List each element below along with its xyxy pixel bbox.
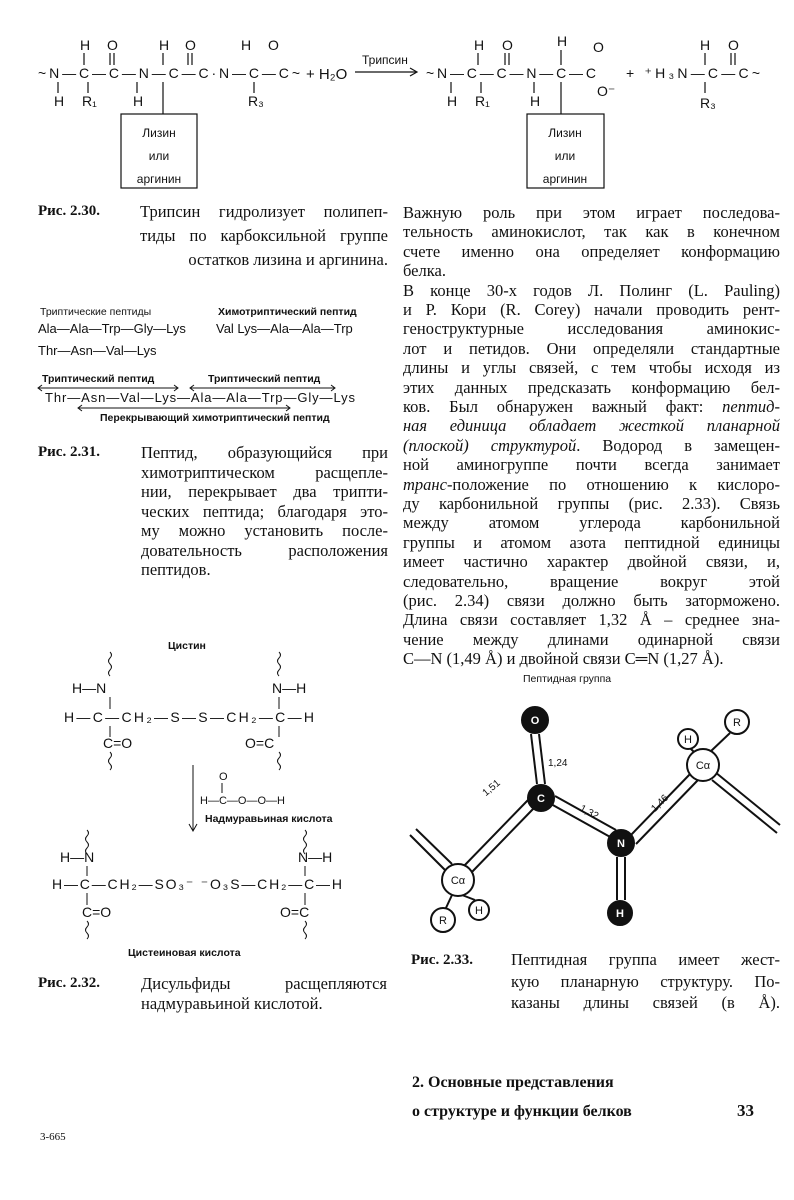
text-segment: этих данных предсказать конформацию бел- <box>403 377 780 397</box>
full-sequence: Thr—Asn—Val—Lys—Ala—Ala—Trp—Gly—Lys <box>45 390 355 405</box>
atom-label: R₃ <box>700 95 716 111</box>
text-segment: группы и атомом азота пептидной единицы <box>403 532 780 552</box>
printer-signature: 3-665 <box>40 1131 66 1143</box>
box-label: или <box>554 149 576 163</box>
atom-label: O <box>107 37 118 53</box>
atom-label: R₃ <box>248 93 264 109</box>
running-footer-section: о структуре и функции белков <box>412 1103 632 1120</box>
formula-text: C=O <box>82 904 112 920</box>
water-label: + H₂O <box>306 66 348 83</box>
caption-line: нии, перекрывает два трипти- <box>141 482 388 501</box>
text-segment: следовательно, вращение вокруг этой <box>403 571 780 591</box>
figure-label: Рис. 2.33. <box>411 952 473 968</box>
body-text-line <box>403 552 780 571</box>
atom-label: H <box>557 33 568 49</box>
running-footer-section: 2. Основные представления <box>412 1074 614 1091</box>
body-text-line <box>403 261 780 280</box>
italic-text: ная единица обладает жесткой планарной <box>403 416 780 436</box>
cystine-title: Цистин <box>168 640 206 652</box>
alpha-carbon-atom: Cα <box>695 760 711 772</box>
overlap-label: Перекрывающий химотриптический пептид <box>100 412 330 424</box>
atom-label: H <box>474 37 485 53</box>
text-segment: длины и углы связей, с тем чтобы исходя из <box>403 358 780 378</box>
italic-text: пептид- <box>722 397 780 416</box>
body-text-line <box>403 436 780 455</box>
text-segment: геноструктурные исследования аминокис- <box>403 319 780 339</box>
bond-length-label: 1,32 <box>577 803 601 823</box>
body-text-line <box>403 319 780 338</box>
text-segment: ков. Был обнаружен важный факт: <box>403 397 723 416</box>
performic-acid-formula: H—C—O—O—H <box>200 795 285 807</box>
caption-line: химотриптическом расщепле- <box>141 462 388 482</box>
text-segment: . Водород в замещен- <box>576 435 780 455</box>
tryptic-peptide-label: Триптический пептид <box>208 373 321 385</box>
hydrogen-atom: H <box>616 908 624 920</box>
text-segment: ной аминогруппе почти всегда занимает <box>403 455 780 475</box>
caption-line: ческих пептида; благодаря это- <box>141 501 388 521</box>
body-text-line <box>403 475 780 494</box>
body-text-line <box>403 533 780 552</box>
atom-label: H <box>447 93 458 109</box>
box-label: Лизин <box>142 126 176 140</box>
atom-label: H <box>530 93 541 109</box>
text-segment: C—N (1,49 Å) и двойной связи C═N (1,27 Å). <box>403 649 724 669</box>
body-text-line <box>403 222 780 241</box>
page-number: 33 <box>737 1101 754 1120</box>
reactant-backbone: ~N—C—C—N—C—C·N—C—C~ <box>38 65 300 81</box>
sequence-text: Ala—Ala—Trp—Gly—Lys <box>38 321 186 336</box>
body-text-line <box>403 649 780 668</box>
atom-label: H <box>133 93 144 109</box>
formula-text: N—H <box>272 680 307 696</box>
body-text-line <box>403 397 780 416</box>
box-label: или <box>148 149 170 163</box>
body-text-line <box>403 300 780 319</box>
hydrogen-atom: H <box>684 734 692 746</box>
text-segment: лот и петидов. Они определяли стандартные <box>403 338 780 358</box>
italic-text: (плоской) структурой <box>403 435 577 455</box>
box-label: аргинин <box>542 172 588 186</box>
atom-label: O <box>185 37 196 53</box>
atom-label: O <box>728 37 739 53</box>
performic-acid-label: Надмуравьиная кислота <box>205 813 333 825</box>
atom-label: H <box>80 37 91 53</box>
text-segment: между атомом углерода карбонильной <box>403 513 780 533</box>
atom-label: H <box>700 37 711 53</box>
peptide-group-title: Пептидная группа <box>523 673 612 685</box>
body-text-line <box>403 378 780 397</box>
formula-text: H—N <box>60 849 95 865</box>
body-text-line <box>403 358 780 377</box>
atom-label: R₁ <box>475 93 490 109</box>
body-text-line <box>403 494 780 513</box>
text-segment: имеет частично характер двойной связи, и, <box>403 552 780 572</box>
text-segment: и Р. Кори (R. Corey) начали проводить рент- <box>403 300 780 319</box>
atom-label: O⁻ <box>597 83 616 99</box>
body-text-line <box>403 339 780 358</box>
sequence-text: Thr—Asn—Val—Lys <box>38 343 157 358</box>
atom-label: O <box>593 39 604 55</box>
formula-text: C=O <box>103 735 133 751</box>
body-text-line <box>403 455 780 474</box>
caption-line: му можно установить после- <box>141 521 388 540</box>
tryptic-peptides-heading: Триптические пептиды <box>40 306 152 318</box>
formula-text: O <box>219 771 228 783</box>
box-label: Лизин <box>548 126 582 140</box>
figure-label: Рис. 2.31. <box>38 444 100 460</box>
formula-text: O=C <box>245 735 275 751</box>
italic-text: транс <box>403 474 447 494</box>
text-segment: Длина связи составляет 1,32 Å – среднее зна- <box>403 610 780 630</box>
atom-label: O <box>268 37 279 53</box>
product2-backbone: + ⁺H₃N—C—C~ <box>626 65 760 81</box>
formula-text: H—N <box>72 680 107 696</box>
tryptic-peptide-label: Триптический пептид <box>42 373 155 385</box>
text-segment: Важную роль при этом играет последова- <box>403 203 780 222</box>
figure-label: Рис. 2.30. <box>38 203 100 219</box>
atom-label: H <box>241 37 252 53</box>
text-segment: тельность аминокислот, так как в конечном <box>403 222 780 242</box>
bond-length-label: 1,51 <box>480 777 503 799</box>
atom-label: H <box>54 93 65 109</box>
body-text-line <box>403 610 780 629</box>
body-text-line <box>403 630 780 649</box>
hydrogen-atom: H <box>475 905 483 917</box>
text-segment: счете именно она определяет конформацию <box>403 241 780 261</box>
nitrogen-atom: N <box>617 838 625 850</box>
caption-line: тиды по карбоксильной группе <box>140 226 388 245</box>
r-group-atom: R <box>439 915 447 927</box>
atom-label: R₁ <box>82 93 97 109</box>
caption-line: кую планарную структуру. По- <box>511 972 780 991</box>
caption-line: казаны длины связей (в Å). <box>511 993 780 1012</box>
body-text-line <box>403 572 780 591</box>
text-segment: чение между длинами одинарной связи <box>403 629 780 649</box>
text-segment: (рис. 2.34) связи должно быть заторможено. <box>403 591 780 610</box>
body-text-line <box>403 591 780 610</box>
alpha-carbon-atom: Cα <box>450 875 466 887</box>
r-group-atom: R <box>733 717 741 729</box>
sequence-text: Val Lys—Ala—Ala—Trp <box>216 321 353 336</box>
caption-line: остатков лизина и аргинина. <box>188 250 388 269</box>
box-label: аргинин <box>136 172 182 186</box>
atom-label: H <box>159 37 170 53</box>
text-segment: белка. <box>403 261 446 281</box>
caption-line: пептидов. <box>141 560 211 579</box>
cysteic-acid-title: Цистеиновая кислота <box>128 947 241 959</box>
atom-label: O <box>502 37 513 53</box>
caption-line: Трипсин гидролизует полипеп- <box>140 202 388 221</box>
product-backbone: ~N—C—C—N—C—C <box>426 65 596 81</box>
body-text-line <box>403 203 780 222</box>
caption-line: надмуравьиной кислотой. <box>141 994 323 1013</box>
enzyme-label: Трипсин <box>362 53 408 67</box>
body-text-line <box>403 242 780 261</box>
body-text-line <box>403 281 780 300</box>
figure-label: Рис. 2.32. <box>38 975 100 991</box>
oxygen-atom: O <box>530 715 540 727</box>
text-segment: ду карбонильной группы (рис. 2.33). Связь <box>403 494 780 513</box>
carbon-atom: C <box>537 793 545 805</box>
caption-line: Пептид, образующийся при <box>141 443 388 462</box>
bond-length-label: 1,24 <box>548 758 568 769</box>
caption-line: Пептидная группа имеет жест- <box>511 950 780 969</box>
text-segment: -положение по отношению к кислоро- <box>446 474 780 494</box>
bond-length-label: 1,46 <box>649 792 671 815</box>
cysteic-acid-formula: H—C—CH₂—SO₃⁻ ⁻O₃S—CH₂—C—H <box>52 876 342 892</box>
cystine-formula: H—C—CH₂—S—S—CH₂—C—H <box>64 709 314 725</box>
body-text-line <box>403 513 780 532</box>
text-segment: В конце 30-х годов Л. Полинг (L. Pauling) <box>403 280 780 300</box>
caption-line: Дисульфиды расщепляются <box>141 974 387 993</box>
formula-text: O=C <box>280 904 310 920</box>
chymotryptic-heading: Химотриптический пептид <box>218 306 357 318</box>
caption-line: довательность расположения <box>141 540 388 560</box>
body-text-line <box>403 416 780 435</box>
formula-text: N—H <box>298 849 333 865</box>
